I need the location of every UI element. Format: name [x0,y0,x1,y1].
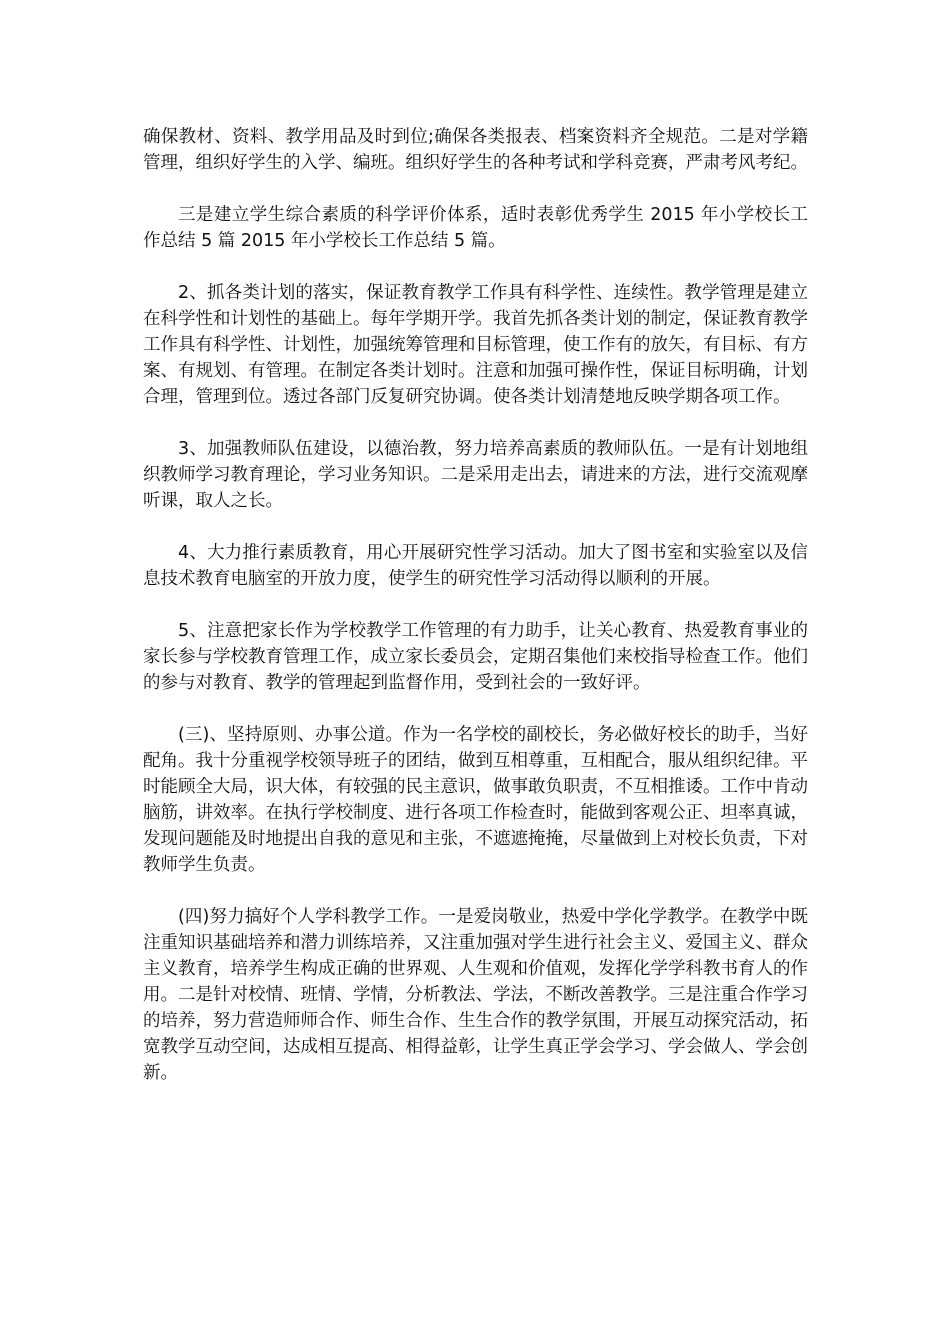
paragraph-6: 5、注意把家长作为学校教学工作管理的有力助手，让关心教育、热爱教育事业的家长参与学校教育管理工作，成立家长委员会，定期召集他们来校指导检查工作。他们的参与对教育、教学的管理起到监督作用，受到社会的一致好评。 [143,621,808,693]
paragraph-5: 4、大力推行素质教育，用心开展研究性学习活动。加大了图书室和实验室以及信息技术教育电脑室的开放力度，使学生的研究性学习活动得以顺利的开展。 [143,543,808,589]
document-body [143,124,808,1086]
paragraph-1: 确保教材、资料、教学用品及时到位;确保各类报表、档案资料齐全规范。二是对学籍管理，组织好学生的入学、编班。组织好学生的各种考试和学科竞赛，严肃考风考纪。 [143,127,808,173]
paragraph-7: (三)、坚持原则、办事公道。作为一名学校的副校长，务必做好校长的助手，当好配角。我十分重视学校领导班子的团结，做到互相尊重，互相配合，服从组织纪律。平时能顾全大局，识大体，有较强的民主意识，做事敢负职责，不互相推诿。工作中肯动脑筋，讲效率。在执行学校制度、进行各项工作检查时，能做到客观公正、坦率真诚，发现问题能及时地提出自我的意见和主张，不遮遮掩掩，尽量做到上对校长负责，下对教师学生负责。 [143,725,808,875]
paragraph-4: 3、加强教师队伍建设，以德治教，努力培养高素质的教师队伍。一是有计划地组织教师学习教育理论，学习业务知识。二是采用走出去，请进来的方法，进行交流观摩听课，取人之长。 [143,439,808,511]
paragraph-2: 三是建立学生综合素质的科学评价体系，适时表彰优秀学生 2015 年小学校长工作总结 5 篇 2015 年小学校长工作总结 5 篇。 [143,205,808,251]
paragraph-3: 2、抓各类计划的落实，保证教育教学工作具有科学性、连续性。教学管理是建立在科学性和计划性的基础上。每年学期开学。我首先抓各类计划的制定，保证教育教学工作具有科学性、计划性，加强统筹管理和目标管理，使工作有的放矢，有目标、有方案、有规划、有管理。在制定各类计划时。注意和加强可操作性，保证目标明确，计划合理，管理到位。透过各部门反复研究协调。使各类计划清楚地反映学期各项工作。 [143,283,808,407]
paragraph-8: (四)努力搞好个人学科教学工作。一是爱岗敬业，热爱中学化学教学。在教学中既注重知识基础培养和潜力训练培养，又注重加强对学生进行社会主义、爱国主义、群众主义教育，培养学生构成正确的世界观、人生观和价值观，发挥化学学科教书育人的作用。二是针对校情、班情、学情，分析教法、学法，不断改善教学。三是注重合作学习的培养，努力营造师师合作、师生合作、生生合作的教学氛围，开展互动探究活动，拓宽教学互动空间，达成相互提高、相得益彰，让学生真正学会学习、学会做人、学会创新。 [143,907,808,1083]
